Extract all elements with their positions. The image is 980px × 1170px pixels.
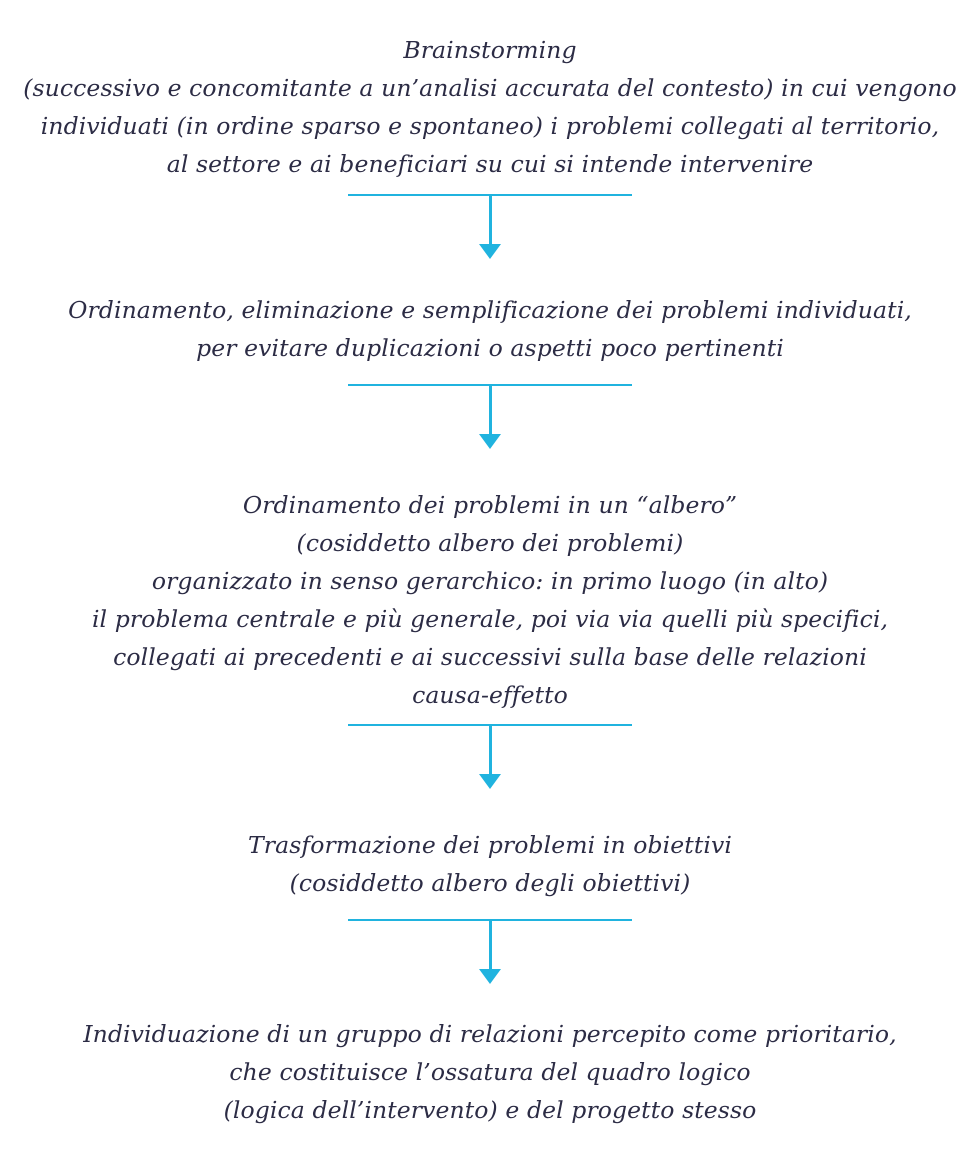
flow-step-albero-degli-obiettivi <box>0 826 980 902</box>
flow-arrow-3 <box>348 724 632 794</box>
flow-step-albero-dei-problemi <box>0 486 980 714</box>
step-text-line: individuati (in ordine sparso e spontaneo) i problemi collegati al territorio, <box>40 112 940 140</box>
step-text-line: collegati ai precedenti e ai successivi sulla base delle relazioni <box>113 643 867 671</box>
arrow-down-icon <box>479 434 501 449</box>
step-text-line: Brainstorming <box>403 36 577 64</box>
arrow-shaft <box>489 919 492 973</box>
arrow-down-icon <box>479 969 501 984</box>
flow-step-quadro-logico <box>0 1015 980 1129</box>
flow-arrow-1 <box>348 194 632 264</box>
step-text-line: Ordinamento, eliminazione e semplificazione dei problemi individuati, <box>68 296 912 324</box>
step-text-line: (successivo e concomitante a un’analisi accurata del contesto) in cui vengono <box>23 74 957 102</box>
step-text-line: Individuazione di un gruppo di relazioni percepito come prioritario, <box>83 1020 897 1048</box>
flow-arrow-2 <box>348 384 632 454</box>
arrow-shaft <box>489 194 492 248</box>
step-text-line: per evitare duplicazioni o aspetti poco pertinenti <box>196 334 784 362</box>
arrow-down-icon <box>479 244 501 259</box>
arrow-shaft <box>489 724 492 778</box>
step-text-line: al settore e ai beneficiari su cui si intende intervenire <box>166 150 814 178</box>
arrow-down-icon <box>479 774 501 789</box>
step-text-line: che costituisce l’ossatura del quadro logico <box>229 1058 751 1086</box>
flow-step-ordinamento-eliminazione <box>0 291 980 367</box>
step-text-line: Ordinamento dei problemi in un “albero” <box>242 491 738 519</box>
step-text-line: Trasformazione dei problemi in obiettivi <box>248 831 732 859</box>
flow-step-brainstorming <box>0 31 980 183</box>
step-text-line: (logica dell’intervento) e del progetto stesso <box>223 1096 757 1124</box>
step-text-line: il problema centrale e più generale, poi via via quelli più specifici, <box>91 605 889 633</box>
step-text-line: (cosiddetto albero degli obiettivi) <box>289 869 691 897</box>
step-text-line: organizzato in senso gerarchico: in primo luogo (in alto) <box>151 567 829 595</box>
step-text-line: (cosiddetto albero dei problemi) <box>296 529 684 557</box>
step-text-line: causa-effetto <box>412 681 568 709</box>
flow-arrow-4 <box>348 919 632 989</box>
arrow-shaft <box>489 384 492 438</box>
